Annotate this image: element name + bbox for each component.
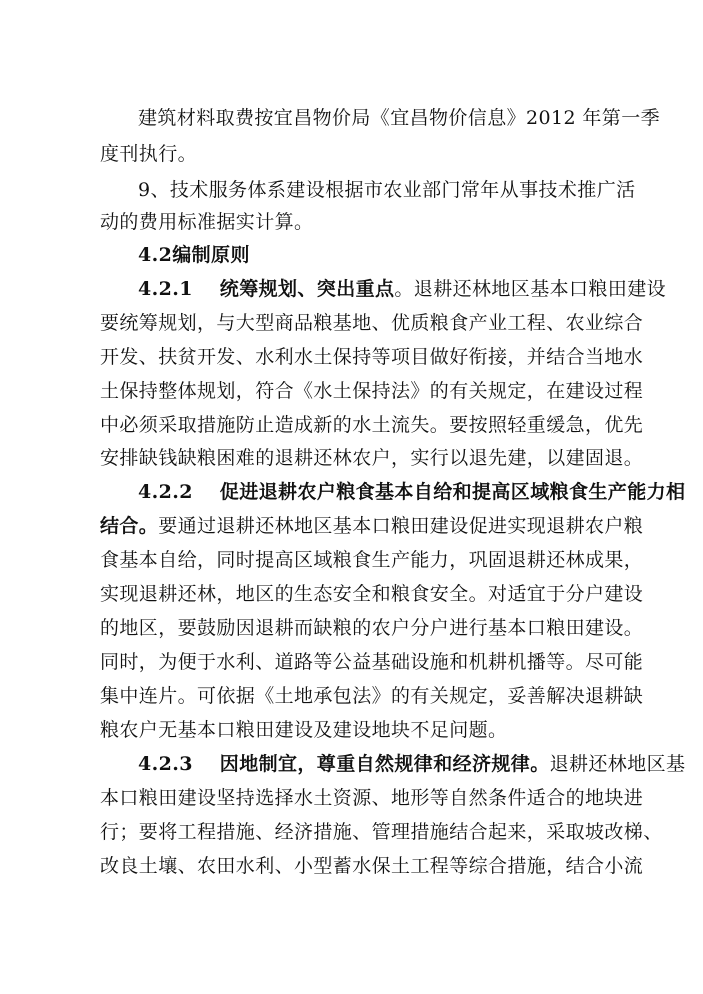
paragraph-line [138, 752, 686, 776]
text-line: 动的费用标准据实计算。 [100, 211, 314, 233]
text-line: 9、技术服务体系建设根据市农业部门常年从事技术推广活 [138, 179, 636, 201]
text-run: 要通过退耕还林地区基本口粮田建设促进实现退耕农户粮 [158, 515, 644, 537]
text-line: 实现退耕还林，地区的生态安全和粮食安全。对适宜于分户建设 [100, 583, 644, 605]
text-line: 土保持整体规划，符合《水土保持法》的有关规定，在建设过程 [100, 380, 644, 402]
text-line: 本口粮田建设坚持选择水土资源、地形等自然条件适合的地块进 [100, 787, 644, 809]
text-line: 安排缺钱缺粮困难的退耕还林农户，实行以退先建，以建固退。 [100, 447, 644, 469]
text-line: 集中连片。可依据《土地承包法》的有关规定，妥善解决退耕缺 [100, 685, 644, 707]
paragraph-line [138, 277, 667, 301]
text-line: 要统筹规划，与大型商品粮基地、优质粮食产业工程、农业综合 [100, 312, 644, 334]
text-line: 的地区，要鼓励因退耕而缺粮的农户分户进行基本口粮田建设。 [100, 617, 644, 639]
subsection-number: 4.2.3 [138, 753, 193, 775]
text-line: 中必须采取措施防止造成新的水土流失。要按照轻重缓急，优先 [100, 414, 644, 436]
paragraph-line [100, 514, 644, 538]
text-line: 建筑材料取费按宜昌物价局《宜昌物价信息》2012 年第一季 [138, 107, 660, 129]
subsection-number: 4.2.1 [138, 278, 193, 300]
text-line: 同时，为便于水利、道路等公益基础设施和机耕机播等。尽可能 [100, 651, 644, 673]
text-line: 粮农户无基本口粮田建设及建设地块不足问题。 [100, 719, 508, 741]
subsection-title: 因地制宜，尊重自然规律和经济规律。 [219, 753, 550, 775]
section-heading: 4.2编制原则 [138, 244, 250, 266]
paragraph-line [138, 480, 686, 504]
subsection-title: 促进退耕农户粮食基本自给和提高区域粮食生产能力相 [219, 481, 686, 503]
text-line: 改良土壤、农田水利、小型蓄水保土工程等综合措施，结合小流 [100, 855, 644, 877]
subsection-number: 4.2.2 [138, 481, 193, 503]
text-run: 退耕还林地区基 [549, 753, 686, 775]
subsection-title-end: 结合。 [100, 515, 159, 537]
text-line: 度刊执行。 [100, 143, 198, 165]
text-line: 食基本自给，同时提高区域粮食生产能力，巩固退耕还林成果， [100, 549, 644, 571]
subsection-title: 统筹规划、突出重点 [219, 278, 395, 300]
text-line: 开发、扶贫开发、水利水土保持等项目做好衔接，并结合当地水 [100, 346, 644, 368]
text-line: 行；要将工程措施、经济措施、管理措施结合起来，采取坡改梯、 [100, 821, 663, 843]
text-run: 。退耕还林地区基本口粮田建设 [394, 278, 667, 300]
